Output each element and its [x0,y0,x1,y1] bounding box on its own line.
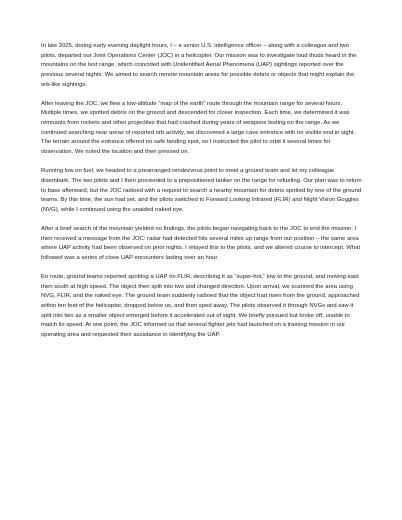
paragraph-mission-overview: In late 2025, during early evening daylight hours, I – a senior U.S. intelligence officer – along with a colleague and two pilots, departed our Joint Operations Center (JOC) in a helicopter. Our mission was to investigate loud thuds heard in the mountains on the test range, which coincided with Unidentified Aerial Phenomena (UAP) sightings reported over the previous several nights. We aimed to search remote mountain areas for possible debris or objects that might explain the orb-like sightings. [41,43,357,88]
paragraph-refueling: Running low on fuel, we headed to a prearranged rendezvous point to meet a ground team and let my colleague disembark. The two pilots and I then proceeded to a prepositioned tanker on the range for refueling. Our plan was to return to base afterward, but the JOC radioed with a request to search a nearby mountain for debris spotted by one of the ground teams. By this time, the sun had set, and the pilots switched to Forward Looking Infrared (FLIR) and Night Vision Goggles (NVG), while I continued using the unaided naked eye. [41,168,362,213]
paragraph-uap-encounter: En route, ground teams reported spotting a UAP on FLIR, describing it as “super-hot,” low to the ground, and moving east then south at high speed. The object then split into two and changed direction. Upon arrival, we scanned the area using NVG, FLIR, and the naked eye. The ground team suddenly radioed that the object had risen from the ground, approached within ten feet of the helicopter, dropped below us, and then sped away. The pilots observed it through NVGs and saw it split into two as a smaller object emerged before it accelerated out of sight. We briefly pursued but broke off, unable to match its speed. At one point, the JOC informed us that several fighter jets had launched on a training mission in our operating area and requested their assistance in identifying the UAP. [41,274,360,339]
paragraph-debris-search: After leaving the JOC, we flew a low-altitude “map of the earth” route through the mountain range for several hours. Multiple times, we spotted debris on the ground and descended for closer inspection. Each time, we determined it was remnants from rockets and other projectiles that had crashed during years of weapons testing on the range. As we continued searching near areas of reported orb activity, we discovered a large cave entrance with no visible end in sight. The terrain around the entrance offered no safe landing spot, so I instructed the pilot to orbit it several times for observation. We noted the location and then pressed on. [41,100,356,156]
paragraph-radar-hits: After a brief search of the mountain yielded no findings, the pilots began navigating back to the JOC to end the mission. I then received a message from the JOC: radar had detected hits several miles up range from our position – the same area where UAP activity had been observed on prior nights. I relayed this to the pilots, and we altered course to intercept. What followed was a series of close UAP encounters lasting over an hour. [41,226,361,261]
